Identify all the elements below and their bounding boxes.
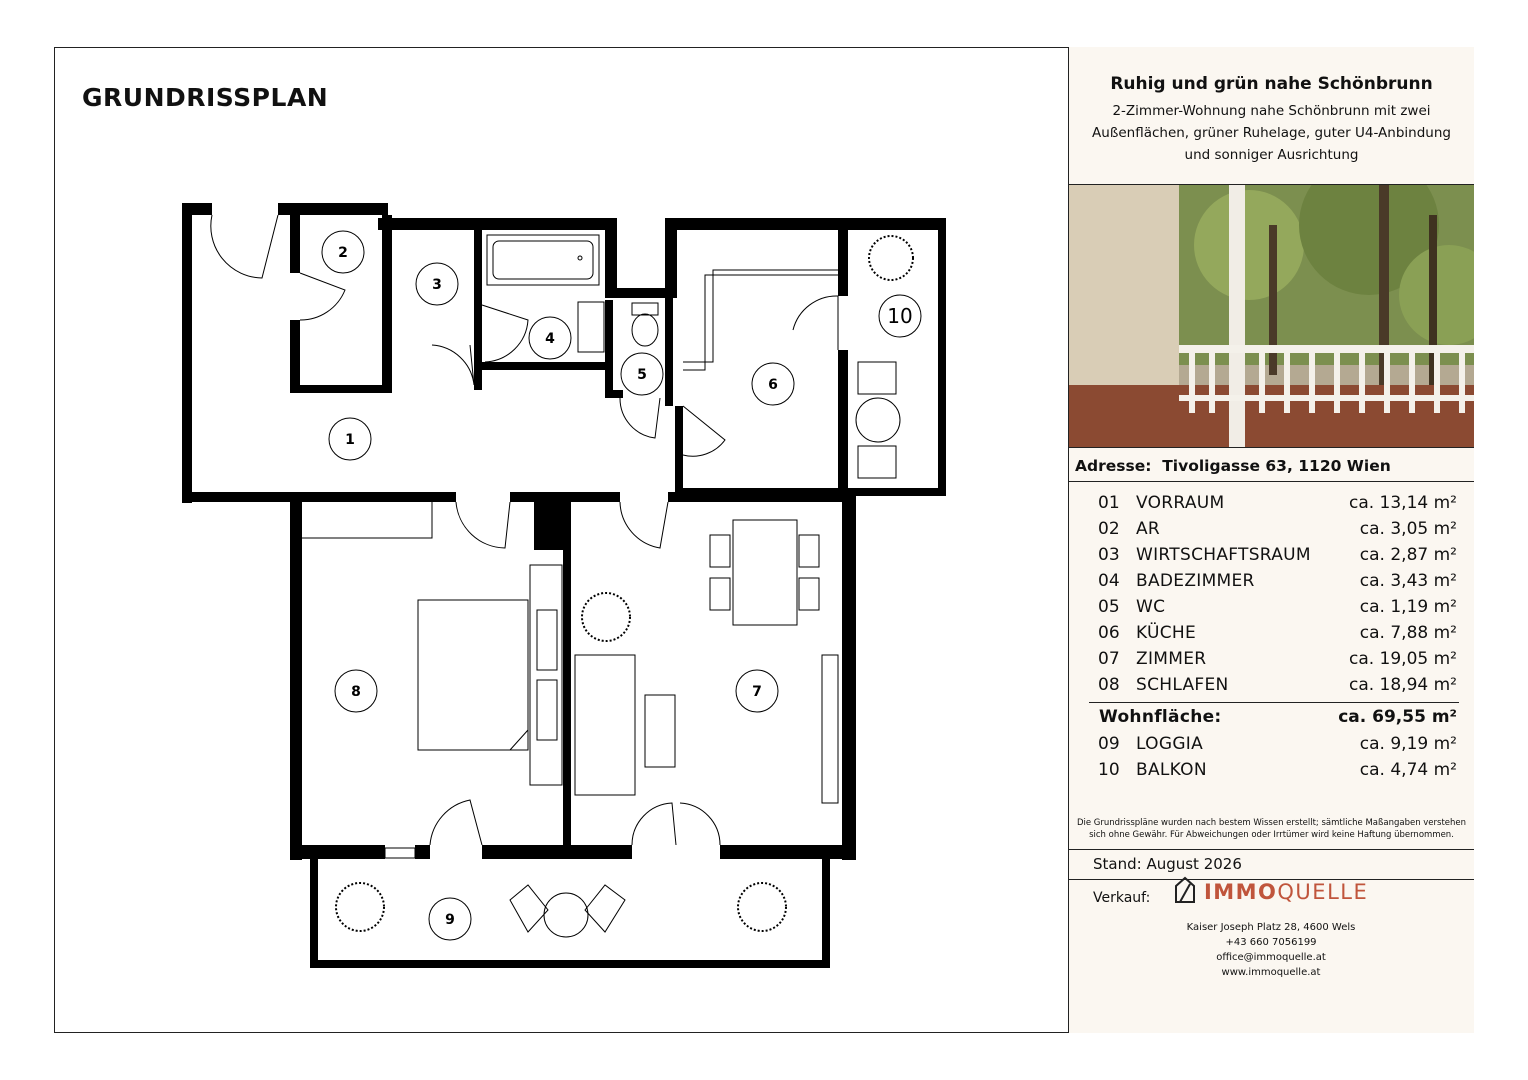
room-marker: 6	[768, 377, 778, 393]
room-marker: 9	[445, 912, 455, 928]
table-row	[1069, 516, 1474, 542]
room-marker: 3	[432, 277, 442, 293]
house-logo-icon	[1174, 876, 1196, 904]
listing-header	[1069, 47, 1474, 185]
room-markers	[322, 231, 921, 940]
listing-title: Ruhig und grün nahe Schönbrunn	[1110, 74, 1433, 94]
table-row	[1069, 490, 1474, 516]
room-no: 07	[1098, 649, 1120, 669]
room-area: ca. 4,74 m²	[1359, 760, 1457, 780]
photo-illustration	[1069, 185, 1474, 447]
table-row	[1069, 568, 1474, 594]
room-marker: 4	[545, 331, 555, 347]
room-name: SCHLAFEN	[1136, 675, 1229, 695]
room-marker: 8	[351, 684, 361, 700]
room-no: 09	[1098, 734, 1120, 754]
room-marker: 10	[887, 304, 913, 328]
room-marker: 1	[345, 432, 355, 448]
agency-web[interactable]: www.immoquelle.at	[1221, 967, 1321, 978]
room-table	[1069, 482, 1474, 850]
room-no: 02	[1098, 519, 1120, 539]
room-name: VORRAUM	[1136, 493, 1225, 513]
room-area: ca. 3,43 m²	[1359, 571, 1457, 591]
wohnflaeche-label: Wohnfläche:	[1099, 707, 1222, 727]
room-marker: 7	[752, 684, 762, 700]
address-value: Tivoligasse 63, 1120 Wien	[1162, 457, 1391, 475]
agency-logo	[1068, 876, 1474, 904]
address-label: Adresse:	[1075, 457, 1152, 475]
sale-label: Verkauf:	[1093, 890, 1151, 906]
room-area: ca. 3,05 m²	[1359, 519, 1457, 539]
agency-address: Kaiser Joseph Platz 28, 4600 Wels	[1186, 922, 1356, 933]
room-name: WIRTSCHAFTSRAUM	[1136, 545, 1311, 565]
room-area: ca. 7,88 m²	[1359, 623, 1457, 643]
room-area: ca. 1,19 m²	[1359, 597, 1457, 617]
room-name: LOGGIA	[1136, 734, 1204, 754]
listing-description: 2-Zimmer-Wohnung nahe Schönbrunn mit zwei Außenflächen, grüner Ruhelage, guter U4-Anbindung und sonniger Ausrichtung	[1092, 103, 1451, 163]
room-name: ZIMMER	[1136, 649, 1207, 669]
room-no: 04	[1098, 571, 1120, 591]
room-name: BADEZIMMER	[1136, 571, 1255, 591]
logo-bold: IMMO	[1203, 880, 1278, 904]
room-no: 06	[1098, 623, 1120, 643]
plan-title: GRUNDRISSPLAN	[82, 83, 329, 112]
disclaimer: Die Grundrisspläne wurden nach bestem Wissen erstellt; sämtliche Maßangaben verstehen sich ohne Gewähr. Für Abweichungen oder Irrtümer wird keine Haftung übernommen.	[1076, 818, 1467, 840]
room-area: ca. 2,87 m²	[1359, 545, 1457, 565]
stand-date: Stand: August 2026	[1069, 850, 1474, 880]
room-name: AR	[1136, 519, 1161, 539]
table-row	[1069, 620, 1474, 646]
room-area: ca. 9,19 m²	[1359, 734, 1457, 754]
room-no: 05	[1098, 597, 1120, 617]
wohnflaeche-area: ca. 69,55 m²	[1338, 707, 1457, 727]
table-row	[1069, 731, 1474, 757]
room-name: WC	[1136, 597, 1166, 617]
room-name: KÜCHE	[1136, 623, 1197, 643]
room-no: 01	[1098, 493, 1120, 513]
room-name: BALKON	[1136, 760, 1207, 780]
room-marker: 2	[338, 245, 348, 261]
logo-light: QUELLE	[1277, 880, 1369, 904]
room-marker: 5	[637, 367, 647, 383]
room-no: 03	[1098, 545, 1120, 565]
agency-phone: +43 660 7056199	[1225, 937, 1317, 948]
agency-email[interactable]: office@immoquelle.at	[1216, 952, 1326, 963]
table-row	[1069, 757, 1474, 783]
address-bar	[1069, 448, 1474, 482]
plants	[336, 236, 913, 931]
balcony-photo	[1069, 185, 1474, 448]
table-row	[1069, 542, 1474, 568]
wohnflaeche-row	[1089, 702, 1459, 731]
room-area: ca. 18,94 m²	[1348, 675, 1457, 695]
floor-plan	[160, 190, 970, 980]
room-area: ca. 19,05 m²	[1348, 649, 1457, 669]
walls	[182, 203, 946, 968]
table-row	[1069, 646, 1474, 672]
room-no: 08	[1098, 675, 1120, 695]
room-no: 10	[1098, 760, 1120, 780]
agency-contact	[1068, 920, 1474, 980]
table-row	[1069, 672, 1474, 698]
table-row	[1069, 594, 1474, 620]
room-area: ca. 13,14 m²	[1348, 493, 1457, 513]
